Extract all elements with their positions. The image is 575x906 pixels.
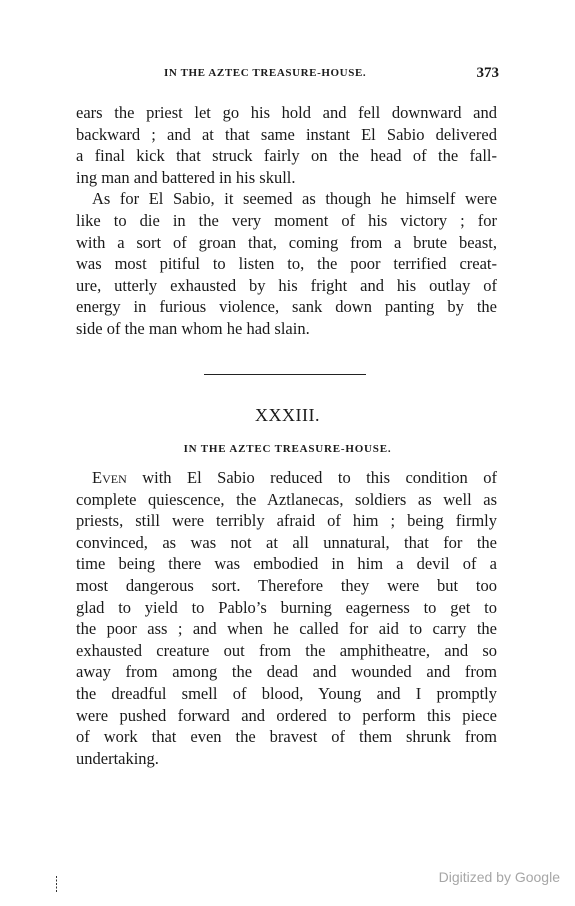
paragraph-continued [76,102,497,188]
section-divider-rule [204,374,366,375]
text-line: side of the man whom he had slain. [76,318,310,338]
text-line: like to die in the very moment of his victory ; for [76,210,497,230]
margin-mark [55,876,59,892]
text-line: exhausted creature out from the amphitheatre, and so [76,640,497,660]
text-line: were pushed forward and ordered to perform this piece [76,705,497,725]
text-line: undertaking. [76,748,159,768]
text-line: complete quiescence, the Aztlanecas, soldiers as well as [76,489,497,509]
text-line: away from among the dead and wounded and from [76,662,497,682]
text-line: the dreadful smell of blood, Young and I promptly [76,683,497,703]
text-line: priests, still were terribly afraid of him ; being firmly [76,511,497,531]
text-line: glad to yield to Pablo’s burning eagerness to get to [76,597,497,617]
text-line: ure, utterly exhausted by his fright and his outlay of [76,275,497,295]
text-line: ing man and battered in his skull. [76,167,296,187]
text-block-continued [76,102,497,340]
text-line: As for El Sabio, it seemed as though he himself were [92,189,497,209]
text-line: was most pitiful to listen to, the poor terrified creat- [76,254,497,274]
text-line: of work that even the bravest of them shrunk from [76,727,497,747]
text-line: with a sort of groan that, coming from a brute beast, [76,232,497,252]
chapter-title: IN THE AZTEC TREASURE-HOUSE. [183,443,392,455]
page-number: 373 [476,65,499,81]
text-line: most dangerous sort. Therefore they were but too [76,575,497,595]
first-line-rest: with El Sabio reduced to this condition of [126,468,497,487]
text-line: the poor ass ; and when he called for aid to carry the [76,619,497,639]
text-block-chapter [76,467,497,769]
opening-word: Even [92,468,127,487]
running-head-title: IN THE AZTEC TREASURE-HOUSE. [164,67,367,79]
text-line: ears the priest let go his hold and fell downward and [76,103,497,122]
text-line: convinced, as was not at all unnatural, that for the [76,532,497,552]
text-line: backward ; and at that same instant El Sabio delivered [76,124,497,144]
first-line [76,467,497,489]
paragraph-el-sabio [76,188,497,339]
paragraph-opening [76,467,497,769]
running-head [76,67,499,85]
text-line: energy in furious violence, sank down panting by the [76,297,497,317]
watermark: Digitized by Google [438,869,560,885]
chapter-number: XXXIII. [255,405,320,425]
text-line: time being there was embodied in him a devil of a [76,554,497,574]
text-line: a final kick that struck fairly on the head of the fall- [76,146,497,166]
